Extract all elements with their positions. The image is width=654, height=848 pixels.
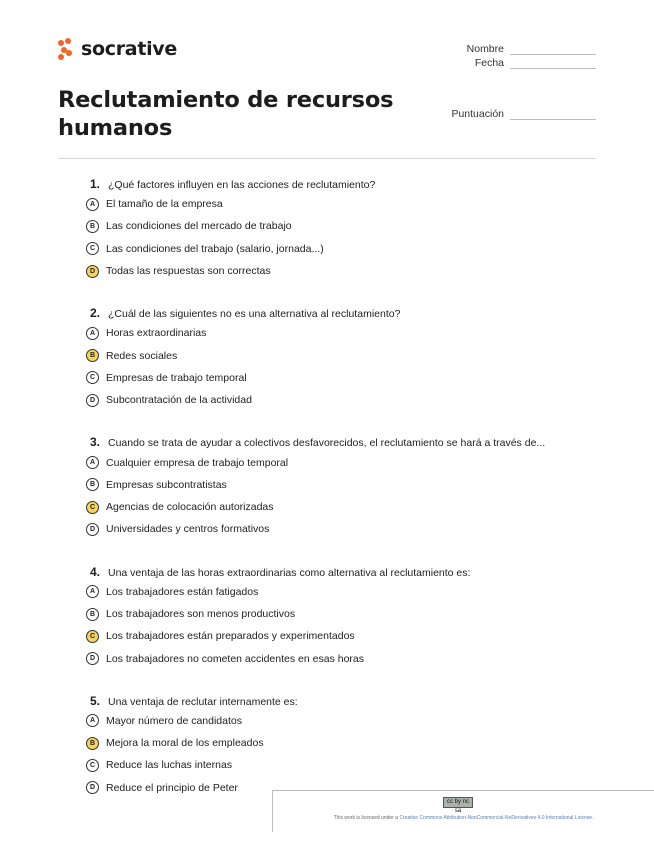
license-box [272, 790, 654, 832]
correct-answer-badge: C [86, 501, 99, 514]
answer-option [86, 451, 606, 473]
answer-option [86, 238, 606, 260]
answer-option [86, 647, 606, 669]
student-info [467, 41, 596, 69]
answer-option [86, 474, 606, 496]
question [86, 693, 606, 799]
question-number: 1. [90, 177, 101, 191]
answer-text: Las condiciones del trabajo (salario, jornada...) [106, 242, 324, 255]
answer-letter-badge: D [86, 652, 99, 665]
correct-answer-badge: C [86, 630, 99, 643]
answer-text: Reduce el principio de Peter [106, 781, 238, 794]
answer-text: Los trabajadores están preparados y experimentados [106, 630, 355, 643]
name-label: Nombre [466, 43, 504, 55]
answer-text: Agencias de colocación autorizadas [106, 501, 274, 514]
answer-text: Cualquier empresa de trabajo temporal [106, 456, 289, 469]
question-text-row [86, 176, 606, 193]
question-number: 2. [90, 306, 101, 321]
answer-letter-badge: A [86, 585, 99, 598]
answer-option [86, 625, 606, 647]
answer-letter-badge: C [86, 759, 99, 772]
page-title: Reclutamiento de recursos humanos [58, 87, 394, 141]
header-divider [58, 158, 596, 159]
answer-text: Las condiciones del mercado de trabajo [106, 220, 292, 233]
question [86, 434, 606, 540]
answer-text: Reduce las luchas internas [106, 759, 233, 772]
answer-text: Los trabajadores están fatigados [106, 585, 259, 598]
answer-option [86, 344, 606, 366]
license-link[interactable]: Creative Commons Attribution-NonCommercial-NoDerivatives 4.0 International License. [399, 815, 594, 821]
answer-letter-badge: B [86, 478, 99, 491]
answer-letter-badge: A [86, 456, 99, 469]
answer-letter-badge: D [86, 394, 99, 407]
answer-text: Empresas subcontratistas [106, 478, 227, 491]
date-row [467, 55, 596, 69]
question-text: Una ventaja de las horas extraordinarias como alternativa al reclutamiento es: [108, 566, 471, 579]
answer-letter-badge: B [86, 220, 99, 233]
answer-option [86, 496, 606, 518]
brand-name: socrative [81, 38, 177, 60]
answer-text: Mejora la moral de los empleados [106, 737, 264, 750]
cc-license-icon: cc by nc sa [443, 797, 473, 808]
question [86, 564, 606, 670]
question-text-row [86, 693, 606, 710]
question-list [86, 176, 606, 822]
license-text [277, 815, 650, 821]
date-line [510, 58, 596, 69]
answer-option [86, 215, 606, 237]
license-prefix: This work is licensed under a [333, 815, 400, 821]
answer-letter-badge: D [86, 523, 99, 536]
correct-answer-badge: B [86, 737, 99, 750]
score-label: Puntuación [451, 108, 504, 120]
question-text: Cuando se trata de ayudar a colectivos desfavorecidos, el reclutamiento se hará a través de... [108, 437, 546, 450]
answer-option [86, 322, 606, 344]
question-text: Una ventaja de reclutar internamente es: [108, 695, 298, 708]
question-number: 3. [90, 435, 101, 450]
answer-text: Subcontratación de la actividad [106, 394, 252, 407]
answer-letter-badge: B [86, 608, 99, 621]
answer-option [86, 710, 606, 732]
question-text: ¿Cuál de las siguientes no es una alternativa al reclutamiento? [108, 308, 401, 321]
answer-text: Universidades y centros formativos [106, 523, 270, 536]
question [86, 176, 606, 282]
score-row [451, 108, 596, 120]
question-text-row [86, 564, 606, 581]
question-number: 4. [90, 564, 101, 579]
score-line [510, 109, 596, 120]
answer-text: Mayor número de candidatos [106, 714, 242, 727]
answer-text: El tamaño de la empresa [106, 198, 223, 211]
date-label: Fecha [474, 57, 504, 69]
question-text-row [86, 434, 606, 451]
answer-text: Empresas de trabajo temporal [106, 371, 247, 384]
answer-option [86, 754, 606, 776]
answer-text: Todas las respuestas son correctas [106, 265, 271, 278]
question [86, 305, 606, 411]
answer-text: Los trabajadores son menos productivos [106, 608, 296, 620]
answer-text: Horas extraordinarias [106, 327, 207, 340]
name-line [510, 44, 596, 55]
answer-option [86, 260, 606, 282]
question-text-row [86, 305, 606, 322]
answer-letter-badge: C [86, 242, 99, 255]
correct-answer-badge: B [86, 349, 99, 362]
answer-option [86, 389, 606, 411]
answer-option [86, 367, 606, 389]
question-text: ¿Qué factores influyen en las acciones de reclutamiento? [108, 179, 376, 191]
correct-answer-badge: D [86, 265, 99, 278]
answer-option [86, 603, 606, 625]
question-number: 5. [90, 693, 101, 708]
answer-letter-badge: C [86, 371, 99, 384]
answer-letter-badge: A [86, 714, 99, 727]
answer-option [86, 732, 606, 754]
answer-letter-badge: A [86, 327, 99, 340]
answer-option [86, 193, 606, 215]
logo-dots-icon [58, 38, 76, 60]
name-row [467, 41, 596, 55]
answer-option [86, 518, 606, 540]
answer-option [86, 581, 606, 603]
answer-text: Los trabajadores no cometen accidentes en esas horas [106, 652, 364, 665]
answer-text: Redes sociales [106, 349, 178, 362]
answer-letter-badge: A [86, 198, 99, 211]
socrative-logo [58, 38, 177, 60]
answer-letter-badge: D [86, 781, 99, 794]
